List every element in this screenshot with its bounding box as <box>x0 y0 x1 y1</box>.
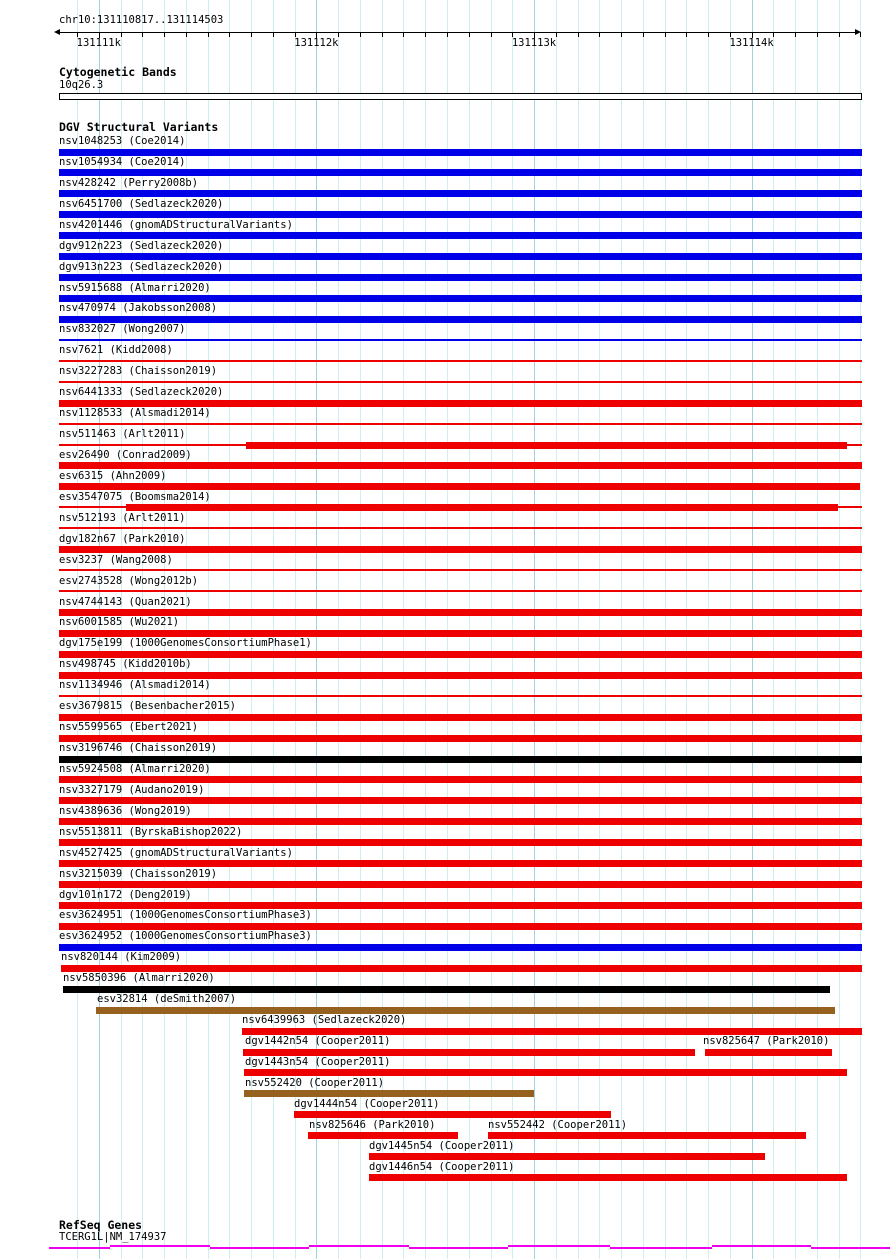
ruler-tick <box>360 32 361 37</box>
variant-bar[interactable] <box>244 1090 534 1097</box>
gene-glyph-segment[interactable] <box>610 1247 712 1249</box>
variant-label[interactable]: nsv552442 (Cooper2011) <box>488 1118 628 1131</box>
variant-bar[interactable] <box>59 546 862 553</box>
ruler-tick <box>621 32 622 37</box>
variant-label[interactable]: nsv825647 (Park2010) <box>703 1035 830 1047</box>
variant-label[interactable]: esv3624951 (1000GenomesConsortiumPhase3) <box>59 909 312 922</box>
variant-bar[interactable] <box>59 756 862 763</box>
ruler-line <box>60 32 855 33</box>
variant-bar[interactable] <box>59 400 862 407</box>
variant-label[interactable]: nsv470974 (Jakobsson2008) <box>59 302 218 315</box>
variant-label[interactable]: nsv552420 (Cooper2011) <box>245 1076 385 1089</box>
ruler-tick <box>491 32 492 37</box>
gene-glyph-segment[interactable] <box>309 1245 409 1247</box>
variant-bar[interactable] <box>59 735 862 742</box>
variant-label[interactable]: dgv912n223 (Sedlazeck2020) <box>59 239 224 252</box>
variant-bar[interactable] <box>59 211 862 218</box>
variant-label[interactable]: nsv6451700 (Sedlazeck2020) <box>59 197 224 210</box>
variant-label[interactable]: dgv913n223 (Sedlazeck2020) <box>59 260 224 273</box>
variant-label[interactable]: nsv6439963 (Sedlazeck2020) <box>242 1014 407 1027</box>
variant-bar[interactable] <box>59 149 862 156</box>
variant-bar[interactable] <box>59 274 862 281</box>
variant-bar[interactable] <box>59 944 862 951</box>
ruler-tick <box>273 32 274 37</box>
variant-label[interactable]: dgv1445n54 (Cooper2011) <box>369 1139 515 1152</box>
variant-bar[interactable] <box>59 295 862 302</box>
variant-label[interactable]: dgv182n67 (Park2010) <box>59 532 186 545</box>
variant-label[interactable]: nsv7621 (Kidd2008) <box>59 344 173 357</box>
ruler-tick <box>839 32 840 37</box>
ruler-tick-label: 131112k <box>294 37 339 49</box>
variant-label[interactable]: nsv3327179 (Audano2019) <box>59 783 205 796</box>
ruler-tick <box>469 32 470 37</box>
variant-bar[interactable] <box>59 860 862 867</box>
gene-glyph-segment[interactable] <box>508 1245 610 1247</box>
section-title-cytogenetic-bands: Cytogenetic Bands <box>59 65 177 79</box>
variant-label[interactable]: esv32814 (deSmith2007) <box>97 993 237 1006</box>
variant-label[interactable]: esv3547075 (Boomsma2014) <box>59 490 211 503</box>
variant-label[interactable]: nsv3215039 (Chaisson2019) <box>59 867 218 880</box>
gene-glyph-segment[interactable] <box>811 1247 890 1249</box>
variant-label[interactable]: dgv1442n54 (Cooper2011) <box>245 1035 391 1047</box>
variant-label[interactable]: dgv1446n54 (Cooper2011) <box>369 1160 515 1173</box>
ruler-tick-label: 131111k <box>76 37 121 49</box>
variant-bar[interactable] <box>59 881 862 888</box>
variant-bar[interactable] <box>59 381 862 383</box>
variant-label[interactable]: nsv5513811 (ByrskaBishop2022) <box>59 825 243 838</box>
variant-bar[interactable] <box>847 444 862 446</box>
ruler-tick <box>643 32 644 37</box>
variant-bar[interactable] <box>59 527 862 529</box>
variant-bar[interactable] <box>59 232 862 239</box>
cytoband-glyph[interactable] <box>59 93 862 100</box>
variant-bar[interactable] <box>369 1174 847 1181</box>
variant-bar[interactable] <box>308 1132 458 1139</box>
variant-bar[interactable] <box>59 923 862 930</box>
variant-label[interactable]: esv3624952 (1000GenomesConsortiumPhase3) <box>59 930 312 943</box>
ruler-tick <box>578 32 579 37</box>
variant-bar[interactable] <box>59 360 862 362</box>
variant-bar[interactable] <box>59 695 862 697</box>
variant-label[interactable]: nsv1048253 (Coe2014) <box>59 135 186 147</box>
ruler-tick-label: 131114k <box>729 37 774 49</box>
variant-bar[interactable] <box>59 169 862 176</box>
ruler-tick <box>229 32 230 37</box>
ruler-tick <box>708 32 709 37</box>
variant-bar[interactable] <box>59 462 862 469</box>
gene-glyph-segment[interactable] <box>712 1245 811 1247</box>
variant-bar[interactable] <box>126 504 838 511</box>
variant-label[interactable]: nsv6441333 (Sedlazeck2020) <box>59 386 224 399</box>
variant-label[interactable]: nsv4201446 (gnomADStructuralVariants) <box>59 218 293 231</box>
variant-bar[interactable] <box>59 776 862 783</box>
variant-label[interactable]: nsv428242 (Perry2008b) <box>59 176 199 189</box>
variant-bar[interactable] <box>294 1111 611 1118</box>
ruler-tick <box>447 32 448 37</box>
variant-bar[interactable] <box>59 714 862 721</box>
variant-bar[interactable] <box>243 1049 695 1056</box>
variant-bar[interactable] <box>59 190 862 197</box>
ruler-tick <box>665 32 666 37</box>
variant-bar[interactable] <box>96 1007 835 1014</box>
variant-bar[interactable] <box>246 442 847 449</box>
variant-label[interactable]: nsv825646 (Park2010) <box>309 1118 436 1131</box>
region-coordinates: chr10:131110817..131114503 <box>59 14 224 26</box>
ruler-tick <box>164 32 165 37</box>
variant-label[interactable]: nsv820144 (Kim2009) <box>61 951 182 964</box>
variant-bar[interactable] <box>59 672 862 679</box>
variant-label[interactable]: esv6315 (Ahn2009) <box>59 469 167 482</box>
variant-label[interactable]: nsv5599565 (Ebert2021) <box>59 721 199 733</box>
ruler-tick <box>208 32 209 37</box>
variant-bar[interactable] <box>59 630 862 637</box>
variant-label[interactable]: nsv6001585 (Wu2021) <box>59 616 180 629</box>
variant-bar[interactable] <box>59 902 862 909</box>
ruler-tick <box>403 32 404 37</box>
ruler-tick <box>251 32 252 37</box>
gene-glyph-segment[interactable] <box>49 1247 110 1249</box>
variant-label[interactable]: nsv4527425 (gnomADStructuralVariants) <box>59 846 293 859</box>
variant-bar[interactable] <box>61 965 862 972</box>
variant-bar[interactable] <box>59 818 862 825</box>
variant-bar[interactable] <box>59 339 862 341</box>
variant-label[interactable]: esv3237 (Wang2008) <box>59 553 173 566</box>
variant-bar[interactable] <box>244 1069 847 1076</box>
section-title-dgv-structural-variants: DGV Structural Variants <box>59 120 219 134</box>
variant-bar[interactable] <box>705 1049 832 1056</box>
variant-label[interactable]: nsv1134946 (Alsmadi2014) <box>59 679 211 692</box>
variant-bar[interactable] <box>59 444 246 446</box>
variant-label[interactable]: dgv101n172 (Deng2019) <box>59 888 192 901</box>
variant-bar[interactable] <box>838 506 862 508</box>
gene-label[interactable]: TCERG1L|NM_174937 <box>59 1231 167 1243</box>
variant-label[interactable]: nsv3196746 (Chaisson2019) <box>59 742 218 754</box>
cytoband-label: 10q26.3 <box>59 79 104 91</box>
variant-bar[interactable] <box>59 797 862 804</box>
variant-bar[interactable] <box>488 1132 806 1139</box>
ruler-tick <box>142 32 143 37</box>
ruler-tick <box>599 32 600 37</box>
variant-label[interactable]: nsv1128533 (Alsmadi2014) <box>59 407 211 420</box>
section-title-refseq-genes: RefSeq Genes <box>59 1218 143 1232</box>
ruler-tick <box>686 32 687 37</box>
variant-label[interactable]: nsv512193 (Arlt2011) <box>59 511 186 524</box>
variant-label[interactable]: nsv511463 (Arlt2011) <box>59 428 186 440</box>
variant-label[interactable]: nsv5924508 (Almarri2020) <box>59 762 211 775</box>
ruler-tick <box>382 32 383 37</box>
variant-label[interactable]: nsv498745 (Kidd2010b) <box>59 658 192 671</box>
ruler-tick <box>860 32 861 37</box>
variant-bar[interactable] <box>59 253 862 260</box>
variant-bar[interactable] <box>59 609 862 616</box>
variant-label[interactable]: nsv3227283 (Chaisson2019) <box>59 365 218 378</box>
variant-label[interactable]: nsv832027 (Wong2007) <box>59 323 186 336</box>
variant-bar[interactable] <box>59 483 860 490</box>
variant-bar[interactable] <box>59 839 862 846</box>
variant-bar[interactable] <box>63 986 830 993</box>
variant-bar[interactable] <box>59 423 862 425</box>
variant-bar[interactable] <box>59 569 862 571</box>
variant-label[interactable]: nsv1054934 (Coe2014) <box>59 155 186 168</box>
variant-label[interactable]: nsv5915688 (Almarri2020) <box>59 281 211 294</box>
ruler-tick-label: 131113k <box>511 37 557 49</box>
ruler-tick <box>425 32 426 37</box>
variant-bar[interactable] <box>59 651 862 658</box>
variant-label[interactable]: esv2743528 (Wong2012b) <box>59 574 199 587</box>
variant-label[interactable]: dgv1443n54 (Cooper2011) <box>245 1055 391 1068</box>
variant-label[interactable]: nsv5850396 (Almarri2020) <box>63 972 215 985</box>
variant-label[interactable]: nsv4744143 (Quan2021) <box>59 595 192 608</box>
variant-bar[interactable] <box>59 316 862 323</box>
ruler-left-arrow-icon <box>54 29 60 35</box>
variant-bar[interactable] <box>59 506 126 508</box>
variant-label[interactable]: dgv1444n54 (Cooper2011) <box>294 1097 440 1110</box>
variant-bar[interactable] <box>242 1028 862 1035</box>
variant-label[interactable]: esv3679815 (Besenbacher2015) <box>59 700 237 713</box>
ruler-tick <box>817 32 818 37</box>
variant-label[interactable]: esv26490 (Conrad2009) <box>59 448 192 461</box>
gene-glyph-segment[interactable] <box>409 1247 508 1249</box>
variant-bar[interactable] <box>369 1153 765 1160</box>
variant-label[interactable]: dgv175e199 (1000GenomesConsortiumPhase1) <box>59 637 312 650</box>
variant-bar[interactable] <box>59 590 862 592</box>
gene-glyph-segment[interactable] <box>210 1247 309 1249</box>
ruler-tick <box>186 32 187 37</box>
ruler-tick <box>795 32 796 37</box>
variant-label[interactable]: nsv4389636 (Wong2019) <box>59 804 192 817</box>
gene-glyph-segment[interactable] <box>110 1245 210 1247</box>
